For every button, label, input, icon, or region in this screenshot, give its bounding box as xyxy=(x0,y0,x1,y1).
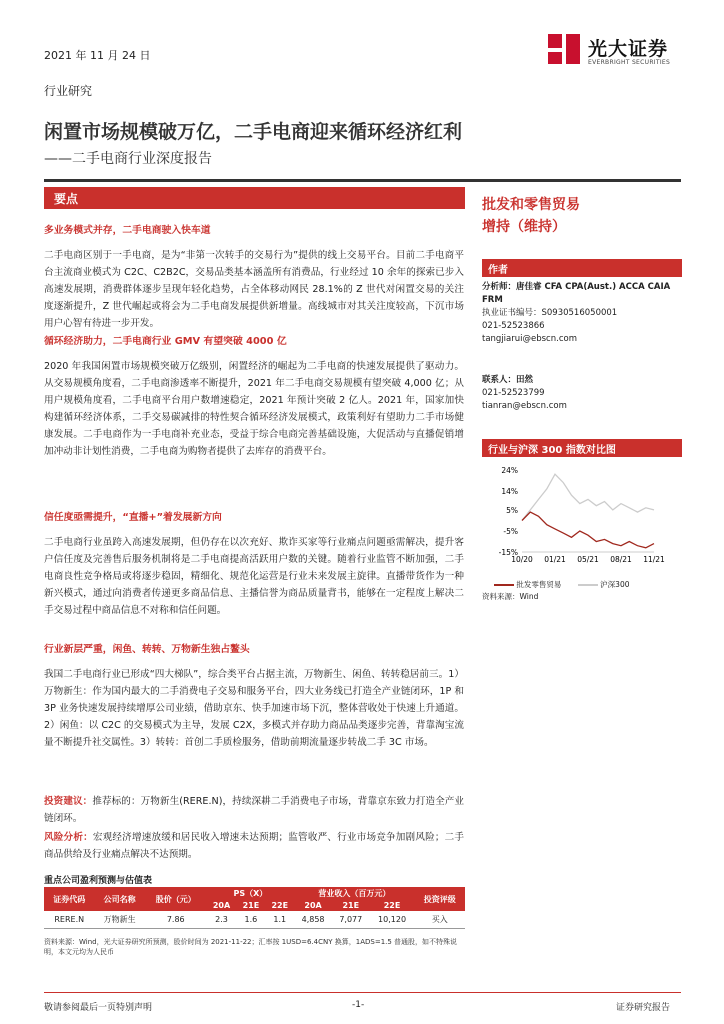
risk-analysis xyxy=(44,829,464,863)
legend-series-1: 批发零售贸易 xyxy=(516,580,562,589)
x-tick-label: 08/21 xyxy=(610,555,632,564)
legend-series-2: 沪深300 xyxy=(600,580,630,589)
x-tick-label: 10/20 xyxy=(511,555,533,564)
title-divider xyxy=(44,179,681,182)
summary-section-4 xyxy=(44,641,464,751)
contact-info xyxy=(482,374,682,413)
cell-name: 万物新生 xyxy=(94,911,144,929)
invest-label: 投资建议： xyxy=(44,796,93,807)
table-note: 资料来源：Wind，光大证券研究所预测，股价时间为 2021-11-22；汇率按 1USD=6.4CNY 换算，1ADS=1.5 普通股，如不特殊说明，本文元均为人民币 xyxy=(44,938,458,956)
th-revenue: 营业收入（百万元） xyxy=(294,887,414,900)
summary-section-2 xyxy=(44,333,464,460)
th-code: 证券代码 xyxy=(44,887,94,911)
th-year: 22E xyxy=(370,900,415,911)
company-logo xyxy=(548,34,698,74)
author-header-label: 作者 xyxy=(488,265,508,276)
analyst-name: 唐佳睿 CFA CPA(Aust.) ACCA CAIA FRM xyxy=(482,282,671,305)
th-rating: 投资评级 xyxy=(414,887,465,911)
summary-section-3 xyxy=(44,509,464,619)
table-title: 重点公司盈利预测与估值表 xyxy=(44,876,153,886)
footer-divider xyxy=(44,992,681,993)
logo-subtext: EVERBRIGHT SECURITIES xyxy=(588,59,671,66)
contact-name: 田然 xyxy=(516,375,534,385)
report-category: 行业研究 xyxy=(44,84,93,98)
investment-advice xyxy=(44,793,464,827)
chart-source: 资料来源：Wind xyxy=(482,592,539,601)
x-tick-label: 11/21 xyxy=(643,555,665,564)
analyst-phone: 021-52523866 xyxy=(482,321,545,331)
chart-legend xyxy=(494,579,630,590)
cell-rating: 买入 xyxy=(414,911,465,929)
section-heading: 多业务模式并存，二手电商驶入快车道 xyxy=(44,225,211,236)
report-subtitle: ——二手电商行业深度报告 xyxy=(44,151,212,167)
y-tick-label: -15% xyxy=(498,548,518,557)
report-title: 闲置市场规模破万亿，二手电商迎来循环经济红利 xyxy=(44,121,463,143)
invest-text: 推荐标的：万物新生(RERE.N)，持续深耕二手消费电子市场，背靠京东致力打造全产业链闭环。 xyxy=(44,796,464,824)
cell-code: RERE.N xyxy=(44,911,94,929)
analyst-label: 分析师： xyxy=(482,282,517,292)
rating-value: 增持（维持） xyxy=(482,219,566,235)
industry-name: 批发和零售贸易 xyxy=(482,197,580,213)
cell-ps: 2.3 xyxy=(207,911,237,929)
author-header xyxy=(482,259,682,277)
y-tick-label: 5% xyxy=(506,505,518,515)
risk-label: 风险分析： xyxy=(44,832,93,843)
chart-header-label: 行业与沪深 300 指数对比图 xyxy=(488,445,616,456)
comparison-chart xyxy=(482,462,682,580)
contact-email: tianran@ebscn.com xyxy=(482,401,567,411)
y-tick-label: -5% xyxy=(503,526,518,536)
analyst-email: tangjiarui@ebscn.com xyxy=(482,334,577,344)
th-name: 公司名称 xyxy=(94,887,144,911)
th-year: 22E xyxy=(265,900,294,911)
footer-label: 证券研究报告 xyxy=(616,1003,671,1013)
cell-ps: 1.1 xyxy=(265,911,294,929)
th-year: 21E xyxy=(236,900,265,911)
contact-phone: 021-52523799 xyxy=(482,388,545,398)
section-heading: 循环经济助力，二手电商行业 GMV 有望突破 4000 亿 xyxy=(44,336,287,347)
th-price: 股价（元） xyxy=(145,887,207,911)
section-body: 2020 年我国闲置市场规模突破万亿级别，闲置经济的崛起为二手电商的快速发展提供了驱动力。从交易规模角度看，二手电商渗透率不断提升，2021 年二手电商交易规模有望突破 4,000 亿；从用户规模角度看，二手电商平台用户数增速稳定，2021 年预计突破 2 亿人。2021 年，国家加快构建循环经济体系，二手交易碳减排的特性契合循环经济发展模式，政策利好有望助力二手市场健康发展。二手电商作为一手电商补充业态，受益于综合电商完善基础设施，大促活动与直播促销增加冲动非计划性消费，二手电商为购物者提供了去库存的消费平台。 xyxy=(44,361,464,457)
section-body: 我国二手电商行业已形成“四大梯队”，综合类平台占据主流，万物新生、闲鱼、转转稳居前三。1）万物新生：作为国内最大的二手消费电子交易和服务平台，四大业务线已打造全产业链闭环，1P 和 3P 业务快速发展持续增厚公司业绩，借助京东、快手加速市场下沉，整体营收处于快速上升通道。2）闲鱼：以 C2C 的交易模式为主导，发展 C2X，多模式并存助力商品品类逐步完善，背靠淘宝流量不断提升社交属性。3）转转：首创二手质检服务，借助前期流量逐步转战二手 3C 市场。 xyxy=(44,669,464,748)
th-year: 20A xyxy=(294,900,332,911)
cell-ps: 1.6 xyxy=(236,911,265,929)
chart-header xyxy=(482,439,682,457)
section-body: 二手电商区别于一手电商，是为“非第一次转手的交易行为”提供的线上交易平台。目前二手电商平台主流商业模式为 C2C、C2B2C，交易品类基本涵盖所有消费品，行业经过 10 余年的探索已步入高速发展期，消费群体逐步呈现年轻化趋势，占全体移动网民 28.1%的 Z 世代对闲置交易的关注度逐渐提升，Z 世代崛起或将会为二手电商发展提供新增量。高线城市对其关注度较高，下沉市场用户心智有待进一步开发。 xyxy=(44,250,464,329)
summary-header xyxy=(44,187,465,209)
analyst-info xyxy=(482,281,682,346)
footer-disclaimer: 敬请参阅最后一页特别声明 xyxy=(44,1003,153,1013)
series-line-1 xyxy=(522,512,654,548)
contact-label: 联系人： xyxy=(482,375,517,385)
risk-text: 宏观经济增速放缓和居民收入增速未达预期；监管收严、行业市场竞争加剧风险；二手商品供给及行业痛点解决不达预期。 xyxy=(44,832,465,860)
table-row xyxy=(44,911,465,929)
x-tick-label: 01/21 xyxy=(544,555,566,564)
rating-block xyxy=(482,194,580,238)
cell-price: 7.86 xyxy=(145,911,207,929)
summary-section-1 xyxy=(44,222,464,332)
section-body: 二手电商行业虽跨入高速发展期，但仍存在以次充好、欺诈买家等行业痛点问题亟需解决，提升客户信任度及完善售后服务机制将是二手电商提高活跃用户数的关键。随着行业监管不断加强，二手电商良性竞争格局或将逐步稳固，精细化、规范化运营是行业未来发展主旋律。直播带货作为一种新兴模式，通过向消费者传递更多商品信息、主播信誉为商品质量背书，能够在一定程度上解决二手交易过程中商品信息不对称和信任问题。 xyxy=(44,537,464,616)
th-ps: PS（X） xyxy=(207,887,295,900)
section-heading: 行业新层严重，闲鱼、转转、万物新生独占鳌头 xyxy=(44,644,250,655)
cell-revenue: 4,858 xyxy=(294,911,332,929)
th-year: 21E xyxy=(332,900,370,911)
license-number: 执业证书编号：S0930516050001 xyxy=(482,308,618,318)
cell-revenue: 10,120 xyxy=(370,911,415,929)
th-year: 20A xyxy=(207,900,237,911)
y-tick-label: 14% xyxy=(501,487,518,497)
report-date: 2021 年 11 月 24 日 xyxy=(44,49,151,62)
estimate-table xyxy=(44,887,465,929)
x-tick-label: 05/21 xyxy=(577,555,599,564)
summary-header-label: 要点 xyxy=(54,192,79,206)
page-number: -1- xyxy=(352,1000,365,1010)
logo-mark-icon xyxy=(548,34,582,68)
section-heading: 信任度亟需提升，“直播+”着发展新方向 xyxy=(44,512,222,523)
logo-text: 光大证券 xyxy=(588,38,669,60)
cell-revenue: 7,077 xyxy=(332,911,370,929)
y-tick-label: 24% xyxy=(501,466,518,475)
series-line-2 xyxy=(522,474,654,520)
